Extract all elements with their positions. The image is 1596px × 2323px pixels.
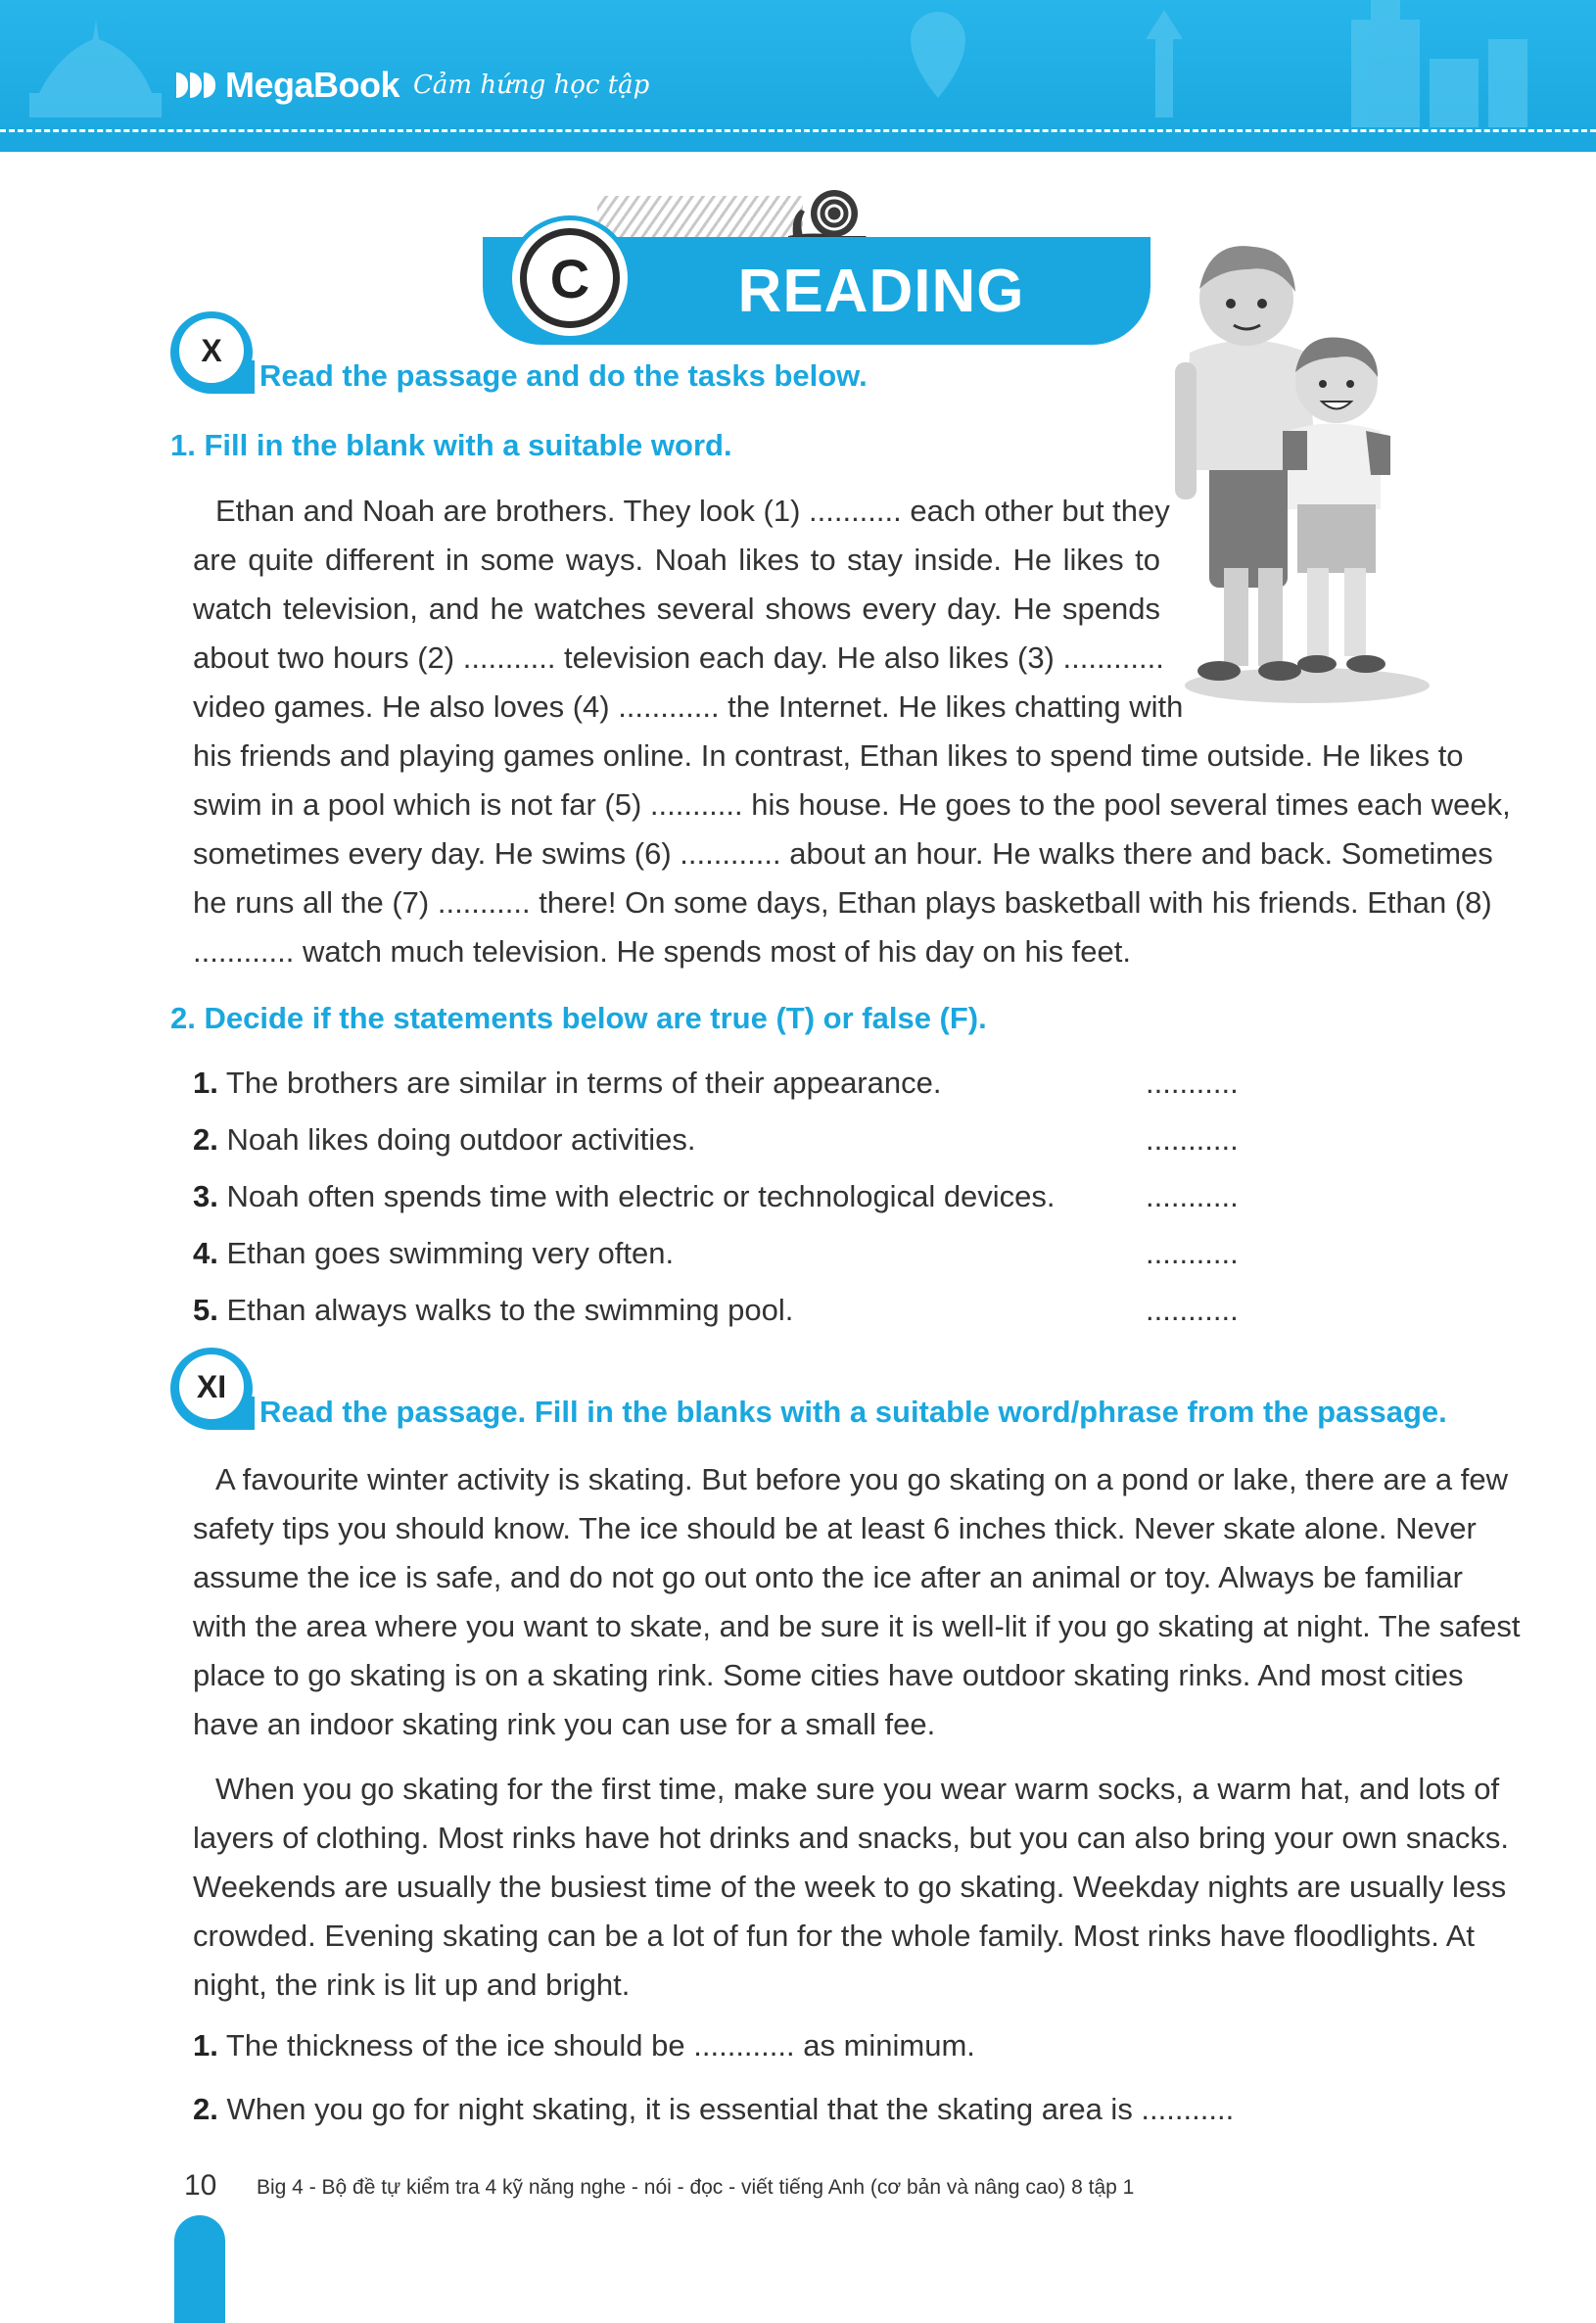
- logo-tagline: Cảm hứng học tập: [413, 71, 650, 100]
- section-title: READING: [737, 258, 1025, 325]
- statement-number: 3.: [193, 1179, 218, 1213]
- statement-item: [193, 1293, 793, 1328]
- passage-line: A favourite winter activity is skating. But before you go skating on a pond or lake, there are a few: [215, 1462, 1508, 1496]
- page-number: 10: [184, 2169, 217, 2202]
- passage-line: Weekends are usually the busiest time of the week to go skating. Weekday nights are usually less: [193, 1870, 1507, 1904]
- statement-item: [193, 1122, 696, 1158]
- header-dashed-line: [0, 129, 1596, 132]
- question-item[interactable]: [193, 2028, 975, 2063]
- passage-line: ............ watch much television. He spends most of his day on his feet.: [193, 934, 1132, 969]
- question-number: 2.: [193, 2092, 218, 2126]
- question-item[interactable]: [193, 2092, 1234, 2127]
- exercise-instruction: Read the passage. Fill in the blanks with a suitable word/phrase from the passage.: [259, 1395, 1447, 1429]
- brothers-illustration: [1170, 235, 1434, 705]
- footer-book-title: Big 4 - Bộ đề tự kiểm tra 4 kỹ năng nghe - nói - đọc - viết tiếng Anh (cơ bản và nâng cao) 8 tập 1: [257, 2176, 1135, 2199]
- passage-line: he runs all the (7) ........... there! On some days, Ethan plays basketball with his friends. Ethan (8): [193, 885, 1492, 920]
- passage-line: his friends and playing games online. In contrast, Ethan likes to spend time outside. He likes to: [193, 738, 1464, 773]
- passage-line: have an indoor skating rink you can use for a small fee.: [193, 1707, 936, 1741]
- passage-xi-paragraph1: [193, 1455, 1521, 1749]
- statement-number: 5.: [193, 1293, 218, 1327]
- megabook-logo: [176, 61, 649, 110]
- statement-answer-blank[interactable]: ...........: [1146, 1236, 1239, 1270]
- statement-answer-blank[interactable]: ...........: [1146, 1066, 1239, 1100]
- passage-line: place to go skating is on a skating rink. Some cities have outdoor skating rinks. And most cities: [193, 1658, 1464, 1692]
- passage-line: swim in a pool which is not far (5) ........... his house. He goes to the pool several times each week,: [193, 787, 1511, 822]
- task1-title: 1. Fill in the blank with a suitable word.: [170, 428, 732, 462]
- passage-line: When you go skating for the first time, make sure you wear warm socks, a warm hat, and lots of: [215, 1772, 1500, 1806]
- logo-mark-icon: [176, 72, 215, 98]
- exercise-marker-x: [170, 311, 253, 394]
- passage-line: night, the rink is lit up and bright.: [193, 1967, 631, 2002]
- section-letter-badge: [507, 215, 633, 341]
- footer-tab: [174, 2215, 225, 2323]
- passage-line: Ethan and Noah are brothers. They look (1) ........... each other but they: [215, 494, 1170, 528]
- statement-text: Ethan goes swimming very often.: [226, 1236, 675, 1270]
- passage-line: sometimes every day. He swims (6) ............ about an hour. He walks there and back. Sometimes: [193, 836, 1493, 871]
- section-letter: C: [520, 228, 620, 328]
- passage-xi-paragraph2: [193, 1765, 1510, 2010]
- task2-title: 2. Decide if the statements below are true (T) or false (F).: [170, 1001, 987, 1035]
- exercise-instruction: Read the passage and do the tasks below.: [259, 358, 868, 393]
- statement-answer-blank[interactable]: ...........: [1146, 1122, 1239, 1157]
- logo-brand: MegaBook: [225, 65, 400, 105]
- question-number: 1.: [193, 2028, 218, 2062]
- statement-number: 2.: [193, 1122, 218, 1157]
- passage-line: layers of clothing. Most rinks have hot drinks and snacks, but you can also bring your own snacks.: [193, 1821, 1510, 1855]
- statement-number: 4.: [193, 1236, 218, 1270]
- passage-line: crowded. Evening skating can be a lot of fun for the whole family. Most rinks have floodlights. At: [193, 1919, 1476, 1953]
- statement-text: Noah often spends time with electric or technological devices.: [226, 1179, 1056, 1213]
- statement-answer-blank[interactable]: ...........: [1146, 1293, 1239, 1327]
- passage-line: safety tips you should know. The ice should be at least 6 inches thick. Never skate alone. Never: [193, 1511, 1477, 1545]
- exercise-number: XI: [179, 1354, 244, 1419]
- statement-item: [193, 1179, 1056, 1214]
- passage-line: about two hours (2) ........... television each day. He also likes (3) ............: [193, 640, 1164, 675]
- statement-text: The brothers are similar in terms of their appearance.: [225, 1066, 942, 1100]
- statement-text: Noah likes doing outdoor activities.: [226, 1122, 696, 1157]
- statement-answer-blank[interactable]: ...........: [1146, 1179, 1239, 1213]
- snail-icon: [783, 182, 871, 241]
- passage-line: watch television, and he watches several shows every day. He spends: [193, 592, 1160, 626]
- statement-item: [193, 1236, 674, 1271]
- page-header: [0, 0, 1596, 152]
- statement-number: 1.: [193, 1066, 218, 1100]
- statement-item: [193, 1066, 941, 1101]
- banner-stripes-decoration: [597, 196, 803, 241]
- passage-line: assume the ice is safe, and do not go out onto the ice after an animal or toy. Always be familiar: [193, 1560, 1463, 1594]
- statement-text: Ethan always walks to the swimming pool.: [226, 1293, 794, 1327]
- passage-line: with the area where you want to skate, and be sure it is well-lit if you go skating at night. The safest: [193, 1609, 1521, 1643]
- exercise-marker-xi: [170, 1348, 253, 1430]
- passage-x-part2: [193, 732, 1511, 976]
- passage-x-part1: [193, 487, 1184, 732]
- question-text: When you go for night skating, it is essential that the skating area is ...........: [226, 2092, 1235, 2126]
- question-text: The thickness of the ice should be ............ as minimum.: [225, 2028, 975, 2062]
- passage-line: are quite different in some ways. Noah likes to stay inside. He likes to: [193, 543, 1160, 577]
- exercise-number: X: [179, 318, 244, 383]
- passage-line: video games. He also loves (4) ............ the Internet. He likes chatting with: [193, 689, 1184, 724]
